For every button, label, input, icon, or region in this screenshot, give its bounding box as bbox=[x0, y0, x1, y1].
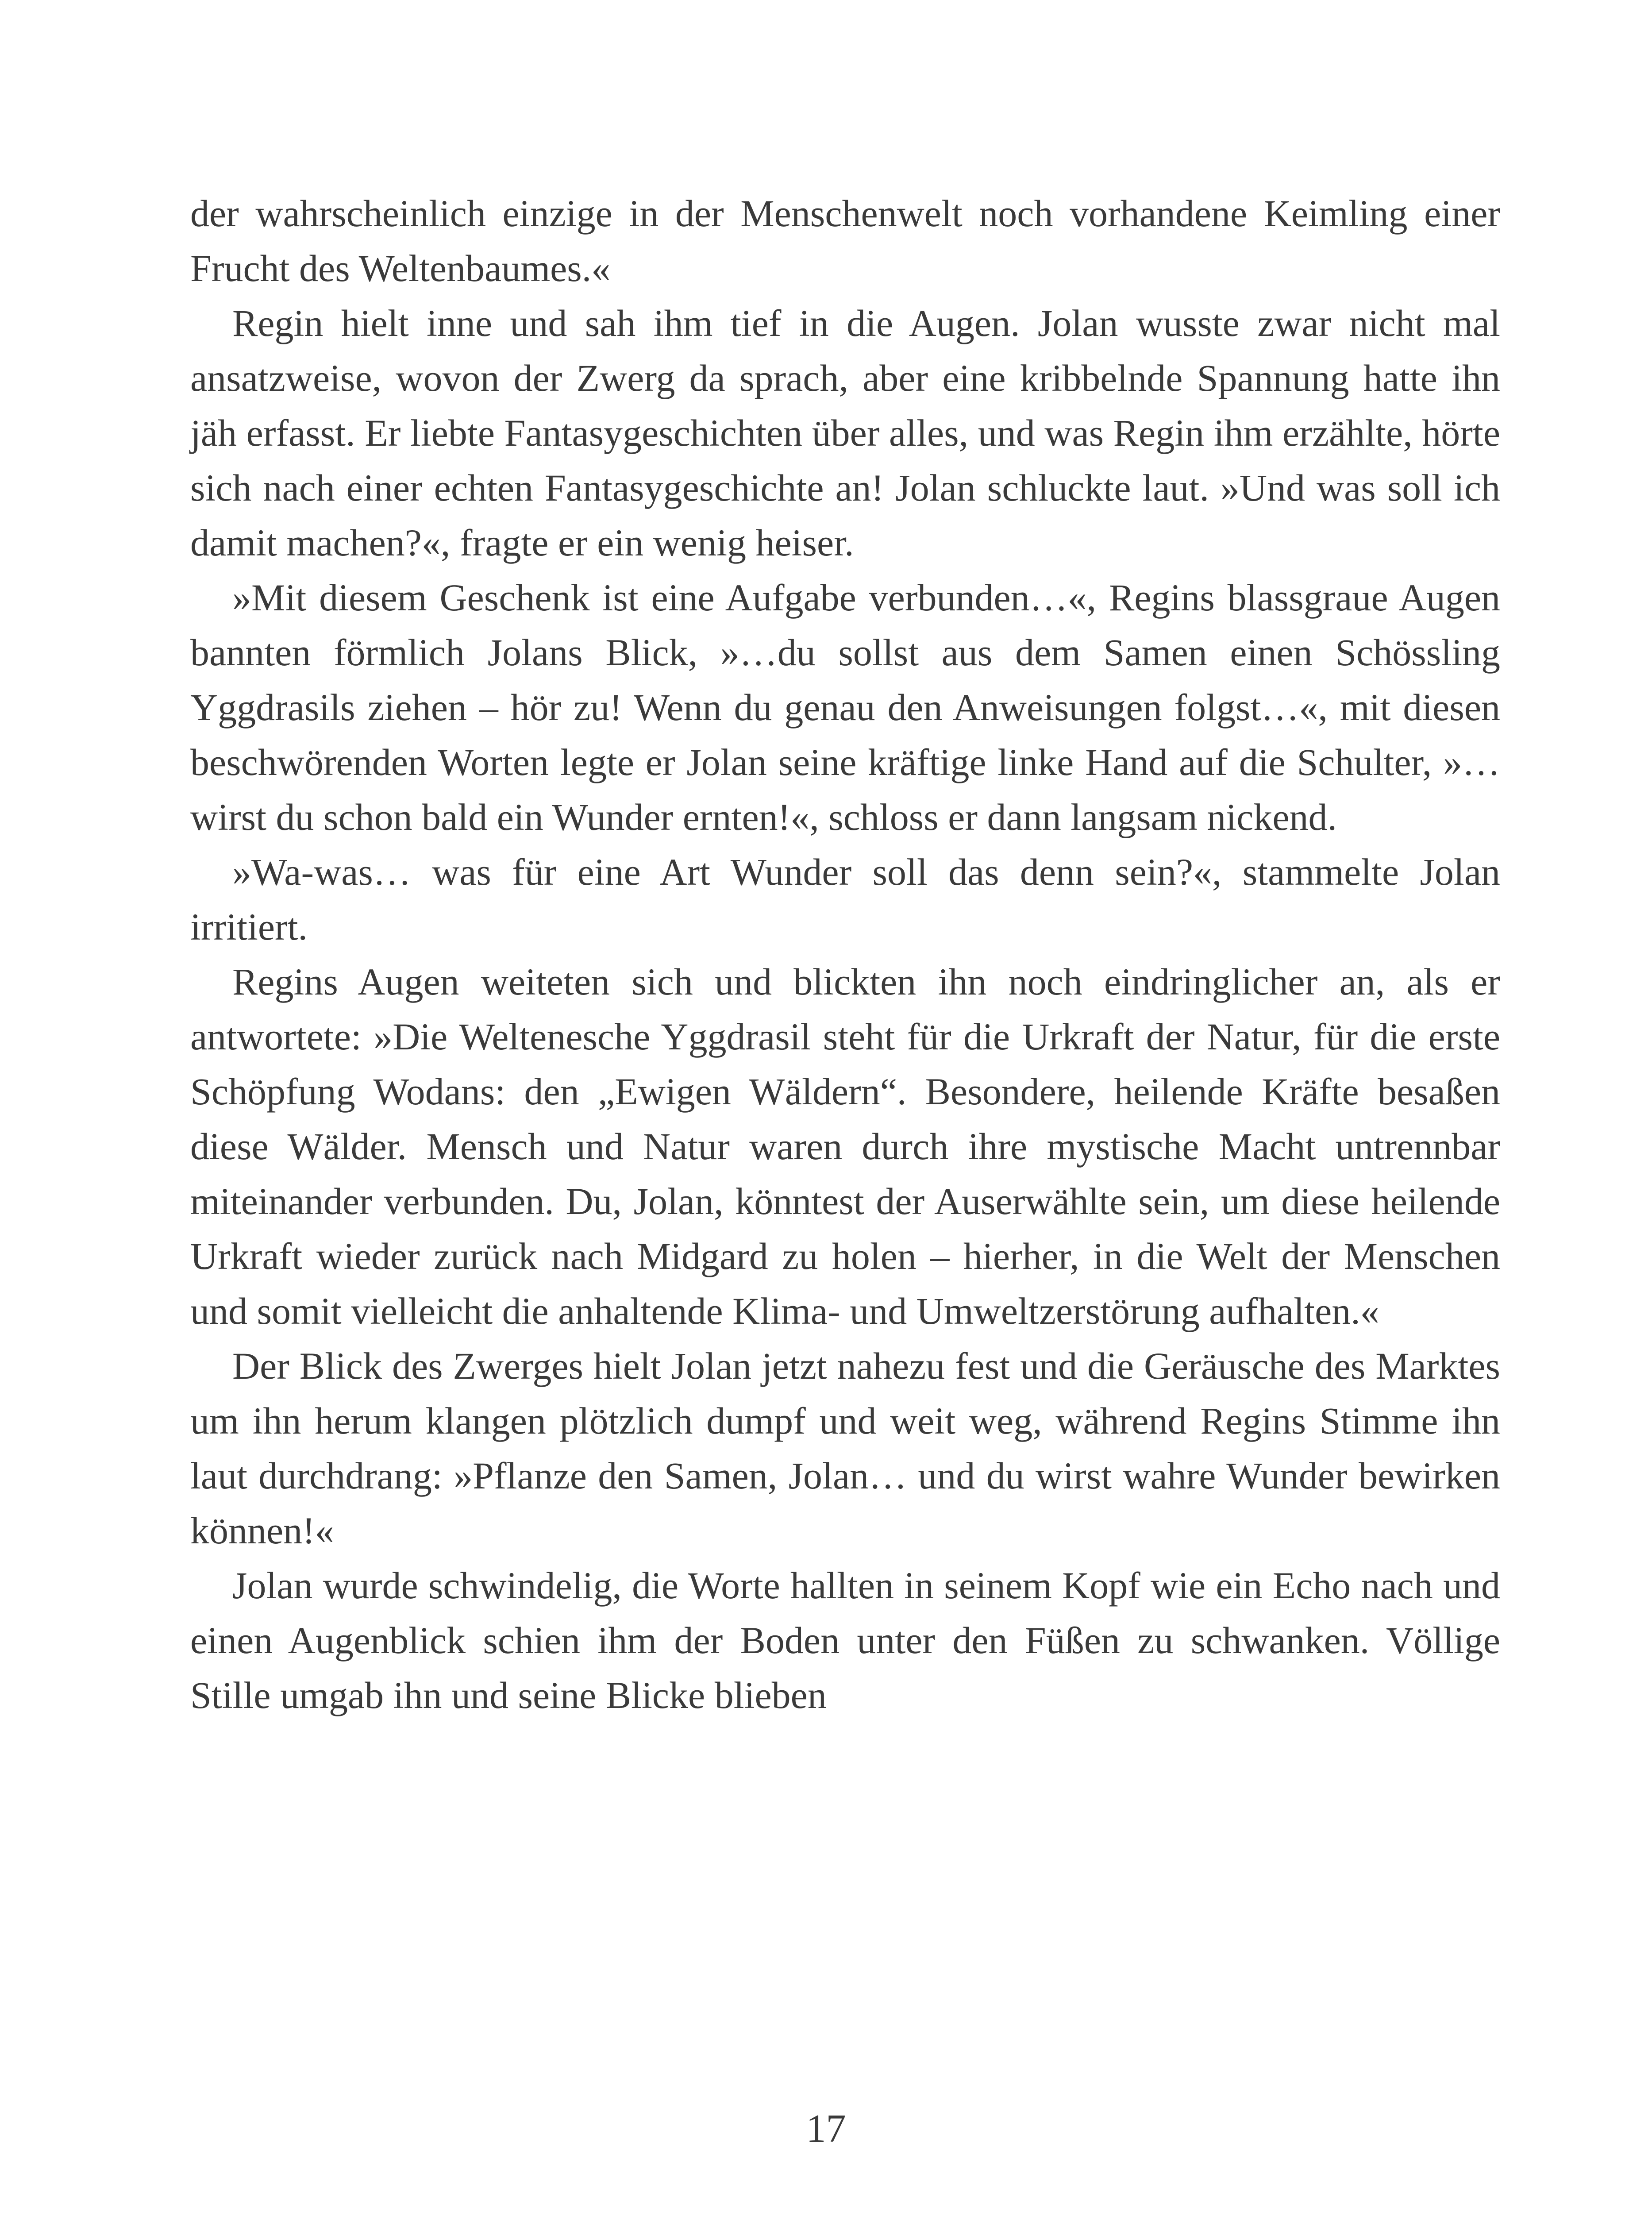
paragraph-7: Jolan wurde schwindelig, die Worte hallten in seinem Kopf wie ein Echo nach und einen Augenblick schien ihm der Boden unter den Füßen zu schwanken. Völlige Stille umgab ihn und seine Blicke blieben bbox=[190, 1564, 1500, 1716]
paragraph-6: Der Blick des Zwerges hielt Jolan jetzt nahezu fest und die Geräusche des Marktes um ihn herum klangen plötzlich dumpf und weit weg, während Regins Stimme ihn laut durchdrang: »Pflanze den Samen, Jolan… und du wirst wahre Wunder bewirken können!« bbox=[190, 1345, 1500, 1552]
paragraph-5: Regins Augen weiteten sich und blickten ihn noch eindringlicher an, als er antwortete: »Die Weltenesche Yggdrasil steht für die Urkraft der Natur, für die erste Schöpfung Wodans: den „Ewigen Wäldern“. Besondere, heilende Kräfte besaßen diese Wälder. Mensch und Natur waren durch ihre mystische Macht untrennbar miteinander verbunden. Du, Jolan, könntest der Auserwählte sein, um diese heilende Urkraft wieder zurück nach Midgard zu holen – hierher, in die Welt der Menschen und somit vielleicht die anhaltende Klima- und Umweltzerstörung aufhalten.« bbox=[190, 960, 1500, 1332]
body-text bbox=[190, 186, 1500, 1723]
paragraph-1: der wahrscheinlich einzige in der Menschenwelt noch vorhandene Keimling einer Frucht des Weltenbaumes.« bbox=[190, 192, 1500, 289]
paragraph-2: Regin hielt inne und sah ihm tief in die Augen. Jolan wusste zwar nicht mal ansatzweise, wovon der Zwerg da sprach, aber eine kribbelnde Spannung hatte ihn jäh erfasst. Er liebte Fantasygeschichten über alles, und was Regin ihm erzählte, hörte sich nach einer echten Fantasygeschichte an! Jolan schluckte laut. »Und was soll ich damit machen?«, fragte er ein wenig heiser. bbox=[190, 302, 1500, 564]
paragraph-3: »Mit diesem Geschenk ist eine Aufgabe verbunden…«, Regins blassgraue Augen bannten förmlich Jolans Blick, »…du sollst aus dem Samen einen Schössling Yggdrasils ziehen – hör zu! Wenn du genau den Anweisungen folgst…«, mit diesen beschwörenden Worten legte er Jolan seine kräftige linke Hand auf die Schulter, »…wirst du schon bald ein Wunder ernten!«, schloss er dann langsam nickend. bbox=[190, 576, 1500, 838]
page-number: 17 bbox=[806, 2107, 846, 2151]
paragraph-4: »Wa-was… was für eine Art Wunder soll das denn sein?«, stammelte Jolan irritiert. bbox=[190, 851, 1500, 948]
